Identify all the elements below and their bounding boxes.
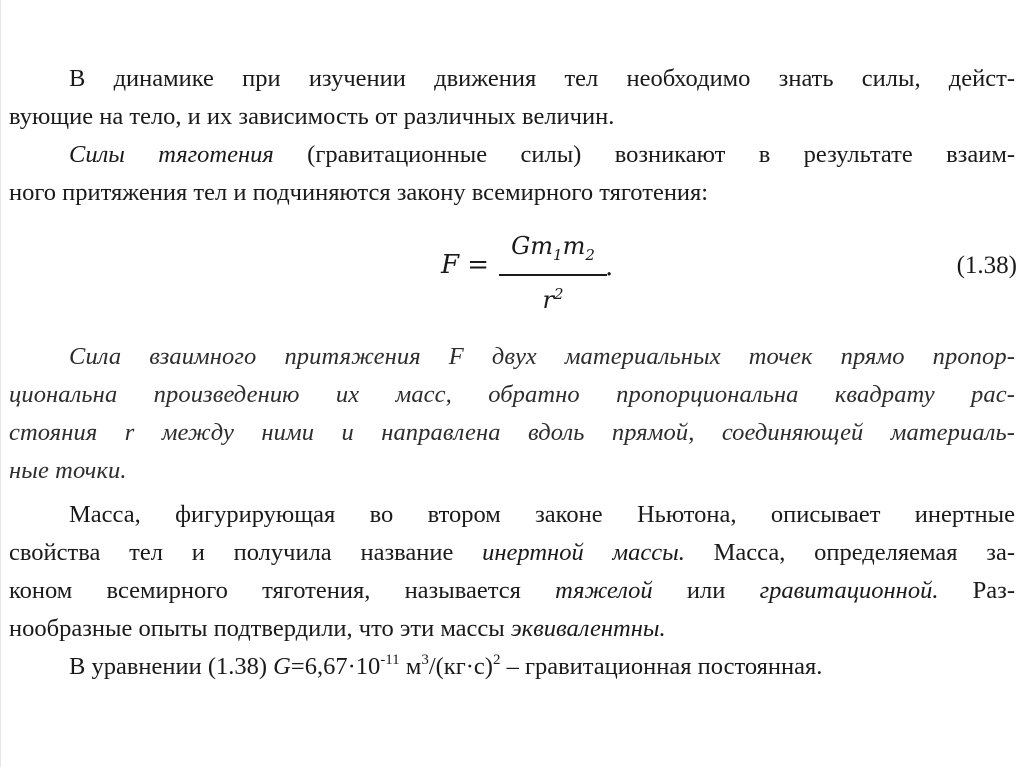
equation-1-38 [1,230,1024,314]
text-line: стояния r между ними и направлена вдоль прямой, соединяющей материаль- [9,419,1015,446]
equation-number: (1.38) [956,252,1017,279]
text-line: Силы тяготения (гравитационные силы) возникают в результате взаим- [69,141,1015,168]
fraction-denominator: $r^2$ [542,284,564,314]
text-line: нообразные опыты подтвердили, что эти массы эквивалентны. [9,615,666,642]
paragraph-law-statement [9,338,1015,490]
fraction-numerator: $Gm_1m_2$ [511,232,595,264]
term-equivalent: эквивалентны. [510,615,666,642]
symbol-G: G [273,653,291,680]
term-gravity-forces: Силы тяготения [69,141,274,168]
formula-fraction [499,230,607,314]
term-gravitational: гравитационной. [759,577,939,604]
text-line: ного притяжения тел и подчиняются закону всемирного тяготения: [9,179,709,206]
text-line: циональна произведению их масс, обратно пропорциональна квадрату рас- [9,381,1015,408]
text-line: вующие на тело, и их зависимость от различных величин. [9,103,615,130]
formula-lhs: F = [441,250,490,280]
text-line: Масса, фигурирующая во втором законе Ньютона, описывает инертные [69,501,1015,528]
text-line: ные точки. [9,457,127,484]
text-line: В уравнении (1.38) $G=6,67\cdot 10^{-11}$ $м^3/(кг\cdot с)^2$ – гравитационная постоянная. [69,652,823,680]
formula-period: . [605,252,614,282]
paragraph-constant [9,648,1015,686]
fraction-bar [499,274,607,276]
text-line: коном всемирного тяготения, называется тяжелой или гравитационной. Раз- [9,577,1016,604]
text-line: Сила взаимного притяжения F двух материальных точек прямо пропор- [69,343,1015,370]
term-inertial-mass: инертной массы. [482,539,685,566]
paragraph-mass [9,496,1015,648]
text-line: В динамике при изучении движения тел необходимо знать силы, дейст- [69,65,1015,92]
term-heavy: тяжелой [555,577,653,604]
text-line: свойства тел и получила название инертной массы. Масса, определяемая за- [9,539,1016,566]
paragraph-gravity [9,136,1015,212]
paragraph-intro [9,60,1015,136]
